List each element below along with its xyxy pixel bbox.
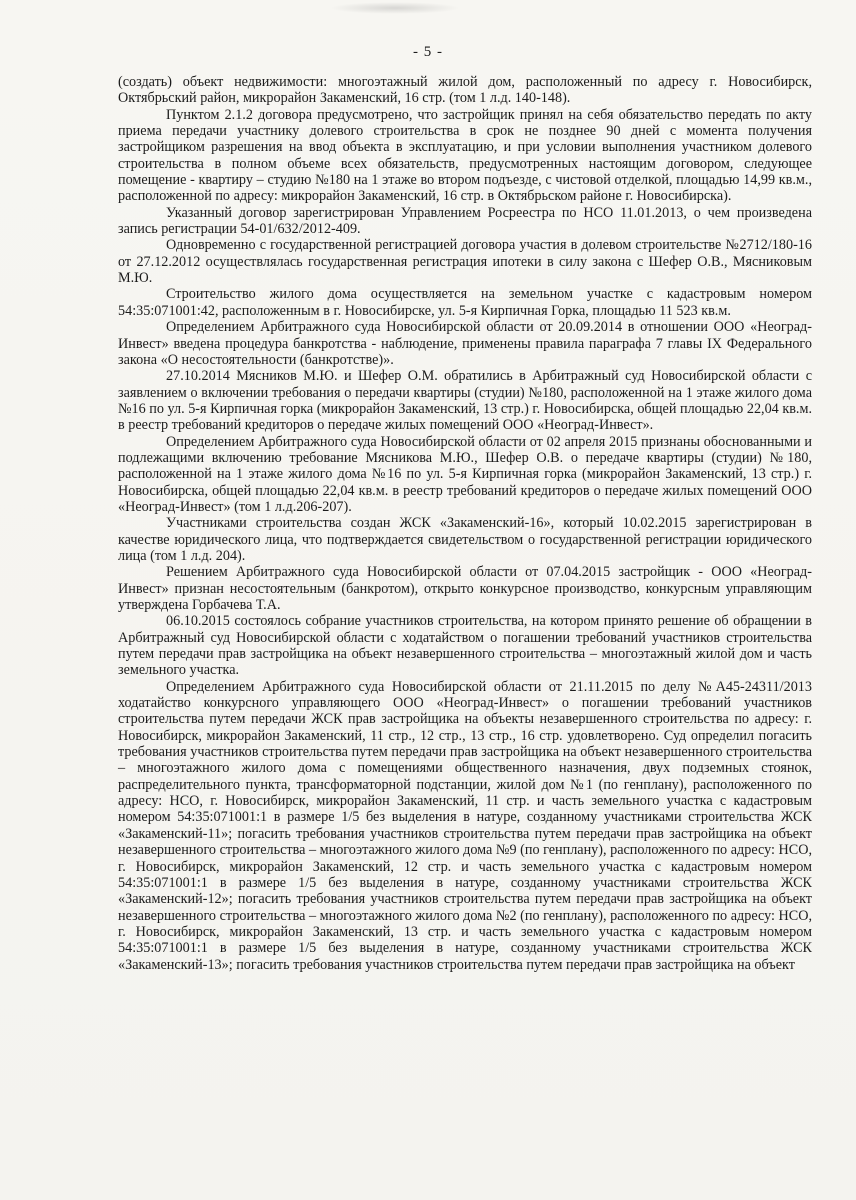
page-number: - 5 - [413,44,443,60]
paragraph: Строительство жилого дома осуществляется на земельном участке с кадастровым номером 54:35:071001:42, расположенным в г. Новосибирске, ул. 5-я Кирпичная Горка, площадью 11 523 кв.м. [118,286,812,319]
paragraph: Определением Арбитражного суда Новосибирской области от 21.11.2015 по делу №А45-24311/2013 ходатайство конкурсного управляющего ООО «Неоград-Инвест» о погашении требований участников строительства путем передачи ЖСК прав застройщика на объекты незавершенного строительства по адресу: г. Новосибирск, микрорайон Закаменский, 11 стр., 12 стр., 13 стр., 16 стр. удовлетворено. Суд определил погасить требования участников строительства путем передачи прав застройщика на объект незавершенного строительства – многоэтажного жилого дома с помещениями общественного назначения, двух подземных стоянок, распределительного пункта, трансформаторной подстанции, жилой дом №1 (по генплану), расположенного по адресу: НСО, г. Новосибирск, микрорайон Закаменский, 11 стр. и часть земельного участка с кадастровым номером 54:35:071001:1 в размере 1/5 без выделения в натуре, созданному участниками строительства ЖСК «Закаменский-11»; погасить требования участников строительства путем передачи прав застройщика на объект незавершенного строительства – многоэтажного жилого дома №9 (по генплану), расположенного по адресу: НСО, г. Новосибирск, микрорайон Закаменский, 12 стр. и часть земельного участка с кадастровым номером 54:35:071001:1 в размере 1/5 без выделения в натуре, созданному участниками строительства ЖСК «Закаменский-12»; погасить требования участников строительства путем передачи прав застройщика на объект незавершенного строительства – многоэтажного жилого дома №2 (по генплану), расположенного по адресу: НСО, г. Новосибирск, микрорайон Закаменский, 13 стр. и часть земельного участка с кадастровым номером 54:35:071001:1 в размере 1/5 без выделения в натуре, созданному участниками строительства ЖСК «Закаменский-13»; погасить требования участников строительства путем передачи прав застройщика на объект [118,678,812,973]
document-body [118,74,812,973]
paragraph: (создать) объект недвижимости: многоэтажный жилой дом, расположенный по адресу г. Новосибирск, Октябрьский район, микрорайон Закаменский, 16 стр. (том 1 л.д. 140-148). [118,74,812,107]
paragraph: Решением Арбитражного суда Новосибирской области от 07.04.2015 застройщик - ООО «Неоград-Инвест» признан несостоятельным (банкротом), открыто конкурсное производство, конкурсным управляющим утверждена Горбачева Т.А. [118,564,812,613]
paragraph: 27.10.2014 Мясников М.Ю. и Шефер О.М. обратились в Арбитражный суд Новосибирской области с заявлением о включении требования о передачи квартиры (студии) №180, расположенной на 1 этаже жилого дома №16 по ул. 5-я Кирпичная горка (микрорайон Закаменский, 13 стр.) г. Новосибирска, общей площадью 22,04 кв.м. в реестр требований кредиторов о передаче жилых помещений ООО «Неоград-Инвест». [118,368,812,434]
scan-smudge [330,2,460,14]
paragraph: Определением Арбитражного суда Новосибирской области от 02 апреля 2015 признаны обоснованными и подлежащими включению требование Мясникова М.Ю., Шефер О.В. о передаче квартиры (студии) №180, расположенной на 1 этаже жилого дома №16 по ул. 5-я Кирпичная горка (микрорайон Закаменский, 13 стр.) г. Новосибирска, общей площадью 22,04 кв.м. в реестр требований кредиторов о передаче жилых помещений ООО «Неоград-Инвест» (том 1 л.д.206-207). [118,433,812,515]
paragraph: Одновременно с государственной регистрацией договора участия в долевом строительстве №2712/180-16 от 27.12.2012 осуществлялась государственная регистрация ипотеки в силу закона с Шефер О.В., Мясниковым М.Ю. [118,237,812,287]
paragraph: Пунктом 2.1.2 договора предусмотрено, что застройщик принял на себя обязательство передать по акту приема передачи участнику долевого строительства в срок не позднее 90 дней с момента получения застройщиком разрешения на ввод объекта в эксплуатацию, и при условии выполнения участником долевого строительства в полном объеме всех обязательств, предусмотренных настоящим договором, следующее помещение - квартиру – студию №180 на 1 этаже во втором подъезде, с чистовой отделкой, площадью 14,99 кв.м., расположенной по адресу: микрорайон Закаменский, 16 стр. в Октябрьском районе г. Новосибирска). [118,106,812,205]
paragraph: Указанный договор зарегистрирован Управлением Росреестра по НСО 11.01.2013, о чем произведена запись регистрации 54-01/632/2012-409. [118,204,812,238]
paragraph: Определением Арбитражного суда Новосибирской области от 20.09.2014 в отношении ООО «Неоград-Инвест» введена процедура банкротства - наблюдение, применены правила параграфа 7 главы IX Федерального закона «О несостоятельности (банкротстве)». [118,319,812,368]
paragraph: Участниками строительства создан ЖСК «Закаменский-16», который 10.02.2015 зарегистрирован в качестве юридического лица, что подтверждается свидетельством о государственной регистрации юридического лица (том 1 л.д. 204). [118,515,812,564]
paragraph: 06.10.2015 состоялось собрание участников строительства, на котором принято решение об обращении в Арбитражный суд Новосибирской области с ходатайством о погашении требований участников строительства путем передачи прав застройщика на объект незавершенного строительства – многоэтажный жилой дом и часть земельного участка. [118,613,812,679]
